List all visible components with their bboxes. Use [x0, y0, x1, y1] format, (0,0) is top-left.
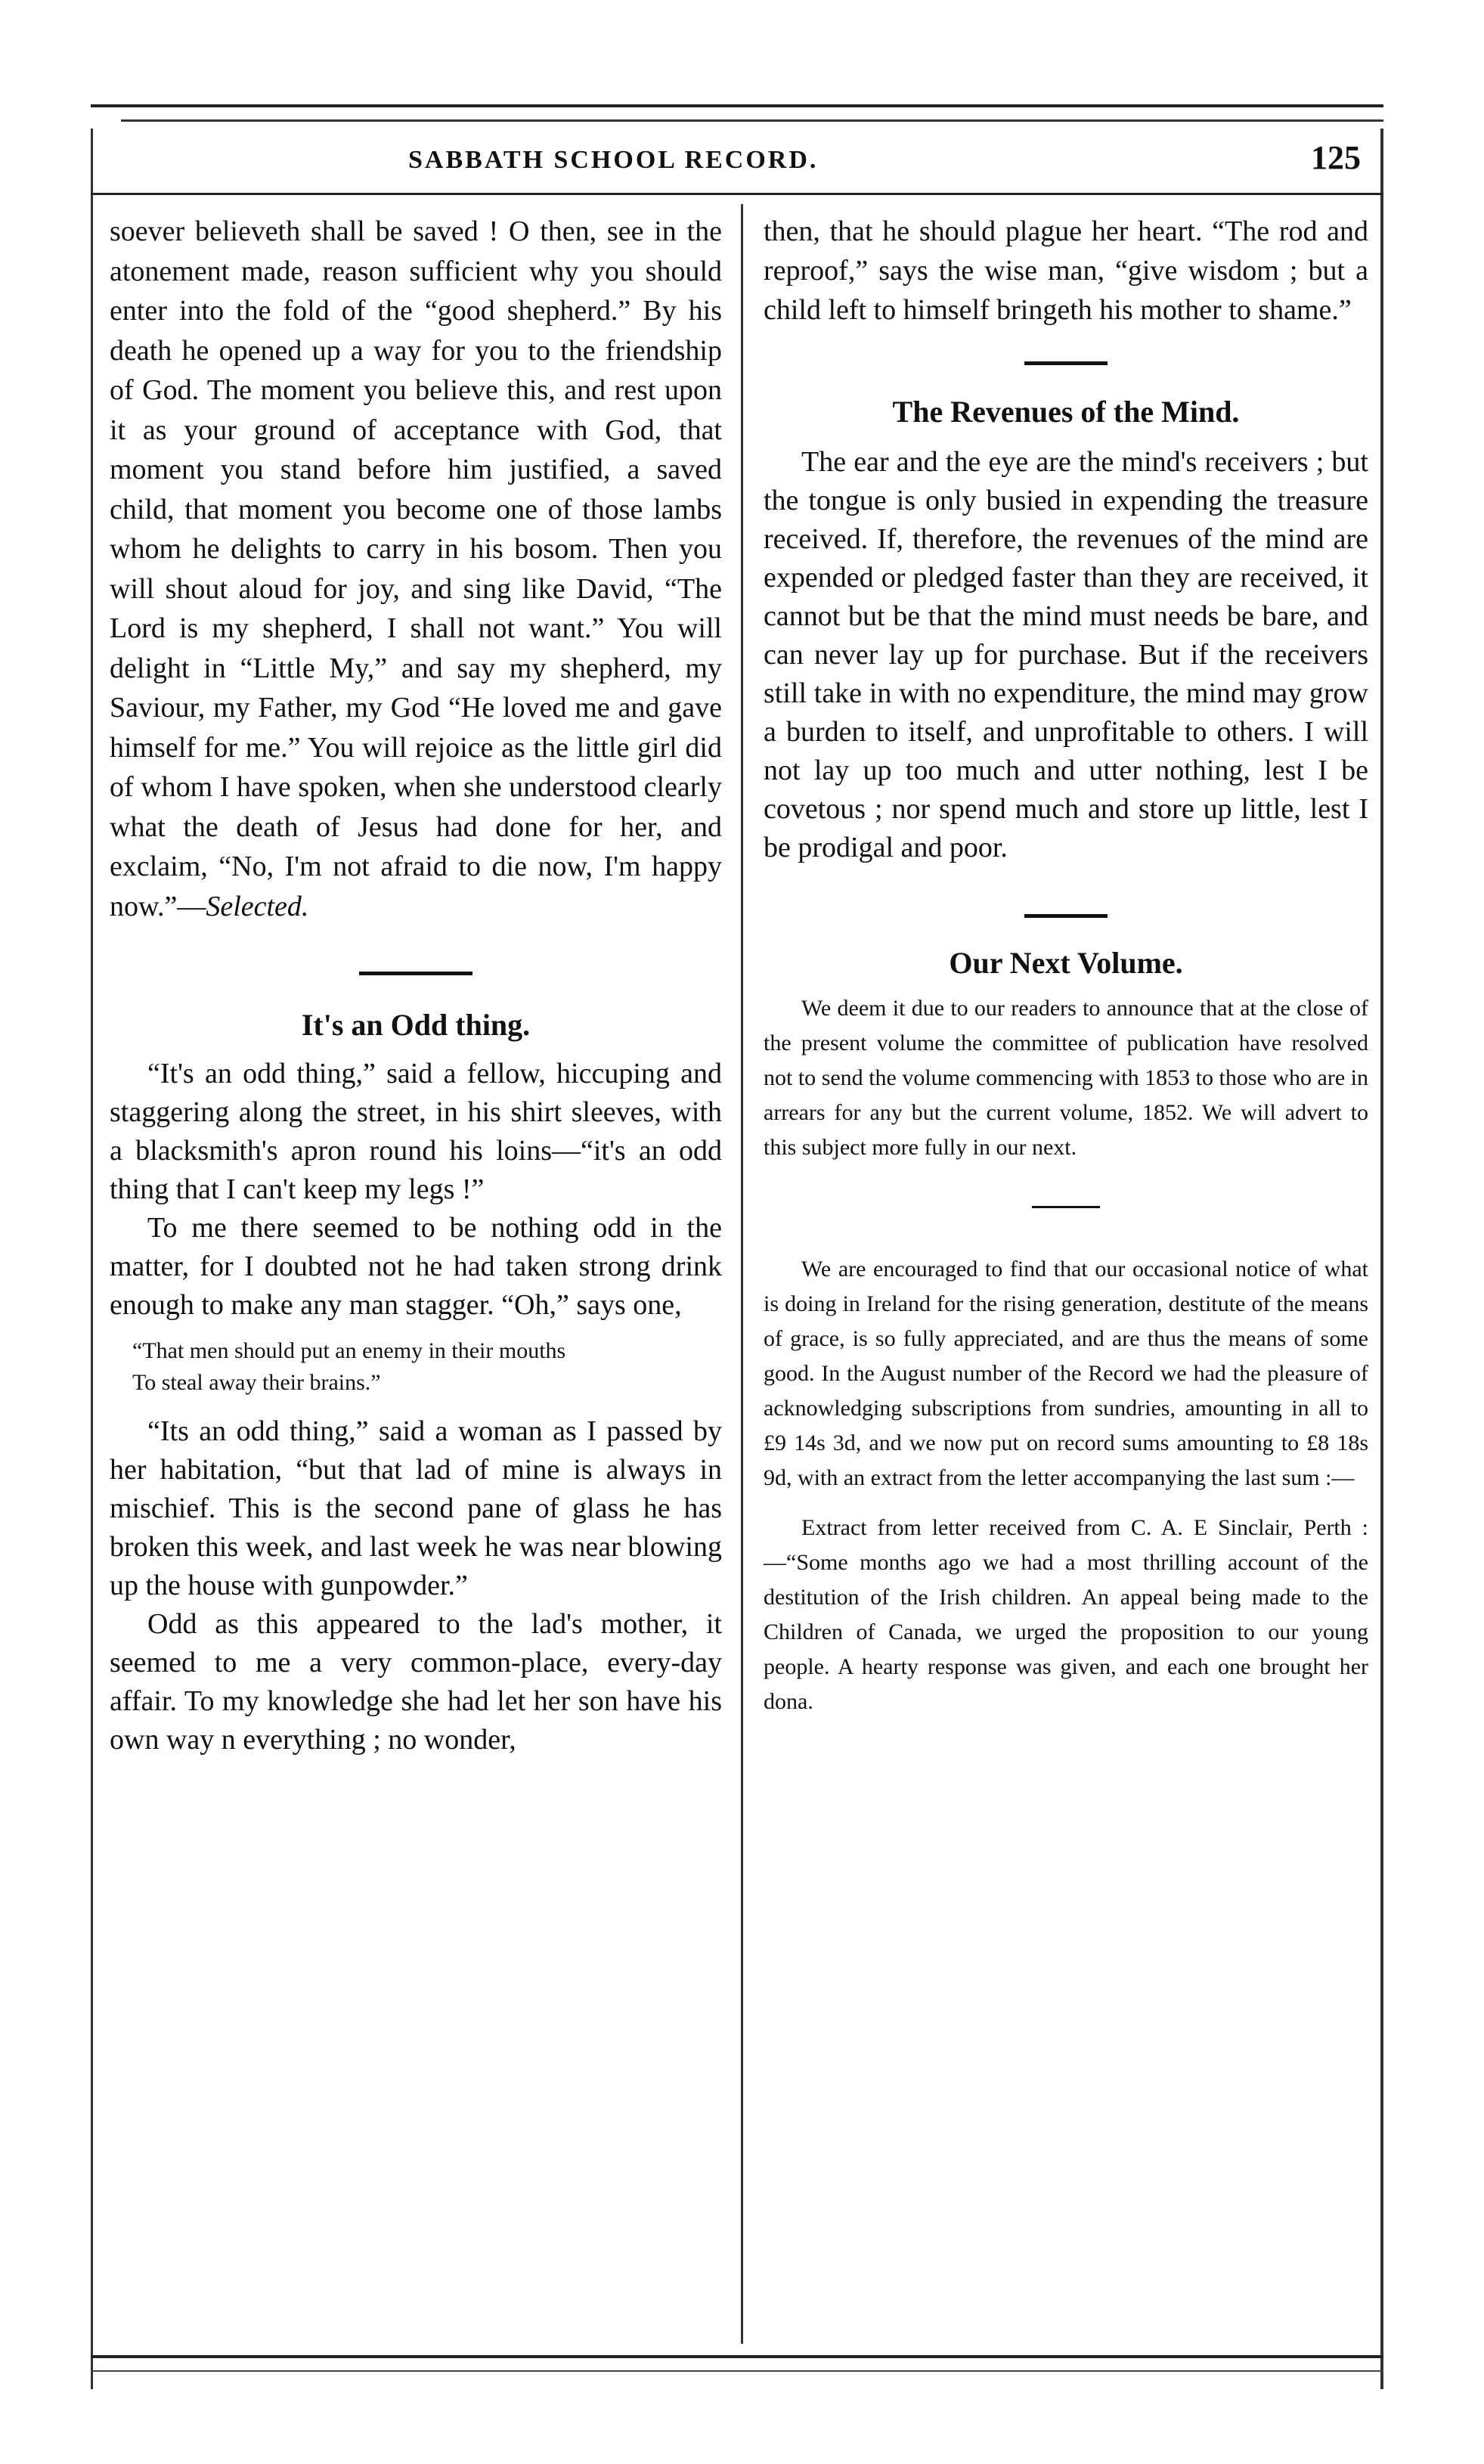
continued-paragraph-text: soever believeth shall be saved ! O then, see in the atonement made, reason sufficient why you should enter into the fold of the “good shepherd.” By his death he opened up a way for you to the friendship of God. The moment you believe this, and rest upon it as your ground of acceptance with God, that moment you stand before him justified, a saved child, that moment you become one of those lambs whom he delights to carry in his bosom. Then you will shout aloud for joy, and sing like David, “The Lord is my shepherd, I shall not want.” You will delight in “Little My,” and say my shepherd, my Saviour, my Father, my God “He loved me and gave himself for me.” You will rejoice as the little girl did of whom I have spoken, when she understood clearly what the death of Jesus had done for her, and exclaim, “No, I'm not afraid to die now, I'm happy now.”—: [110, 215, 722, 922]
page-number: 125: [1311, 139, 1361, 176]
continued-paragraph-right: then, that he should plague her heart. “The rod and reproof,” says the wise man, “give wisdom ; but a child left to himself bringeth his mother to shame.”: [764, 215, 1368, 326]
continued-paragraph: [110, 212, 722, 926]
verse-line-2: To steal away their brains.”: [132, 1370, 381, 1395]
section-divider-right-3: [1032, 1206, 1100, 1208]
extract-paragraph: Extract from letter received from C. A. E Sinclair, Perth :—“Some months ago we had a most thrilling account of the destitution of the Irish children. An appeal being made to the Children of Canada, we urged the proposition to our young people. A hearty response was given, and each one brought her dona.: [764, 1515, 1368, 1714]
section-divider-right-1: [1024, 361, 1108, 365]
odd-thing-paragraph-4: Odd as this appeared to the lad's mother, it seemed to me a very common-place, every-day affair. To my knowledge she had let her son have his own way n everything ; no wonder,: [110, 1608, 722, 1756]
left-frame-line: [91, 129, 93, 2389]
selected-signature: Selected.: [206, 890, 309, 922]
next-volume-title: Our Next Volume.: [949, 946, 1183, 980]
odd-thing-paragraph-1: “It's an odd thing,” said a fellow, hiccuping and staggering along the street, in his shirt sleeves, with a blacksmith's apron round his loins—“it's an odd thing that I can't keep my legs !”: [110, 1058, 722, 1205]
top-rule: [91, 104, 1383, 107]
bottom-rule-secondary: [91, 2370, 1383, 2372]
revenues-title: The Revenues of the Mind.: [892, 395, 1240, 429]
running-title: SABBATH SCHOOL RECORD.: [408, 146, 819, 174]
newspaper-page: [91, 98, 1383, 2389]
encouraged-paragraph: We are encouraged to find that our occasional notice of what is doing in Ireland for the rising generation, destitute of the means of grace, is so fully appreciated, and are thus the means of some good. In the August number of the Record we had the pleasure of acknowledging subscriptions from sundries, amounting in all to £9 14s 3d, and we now put on record sums amounting to £8 18s 9d, with an extract from the letter accompanying the last sum :—: [764, 1257, 1368, 1490]
revenues-paragraph: The ear and the eye are the mind's receivers ; but the tongue is only busied in expending the treasure received. If, therefore, the revenues of the mind are expended or pledged faster than they are received, it cannot but be that the mind must needs be bare, and can never lay up for purchase. But if the receivers still take in with no expenditure, the mind may grow a burden to itself, and unprofitable to others. I will not lay up too much and utter nothing, lest I be covetous ; nor spend much and store up little, lest I be prodigal and poor.: [764, 446, 1368, 863]
header-rule: [91, 193, 1383, 195]
verse-line-1: “That men should put an enemy in their mouths: [132, 1338, 566, 1363]
right-frame-line: [1380, 129, 1383, 2389]
page-header: [91, 140, 1383, 193]
top-rule-secondary: [121, 119, 1383, 122]
bottom-rule: [91, 2355, 1383, 2358]
left-column: [110, 212, 722, 1759]
odd-thing-paragraph-3: “Its an odd thing,” said a woman as I passed by her habitation, “but that lad of mine is always in mischief. This is the second pane of glass he has broken this week, and last week he was near blowing up the house with gunpowder.”: [110, 1415, 722, 1601]
verse-quote: [110, 1335, 722, 1399]
odd-thing-paragraph-2: To me there seemed to be nothing odd in the matter, for I doubted not he had taken strong drink enough to make any man stagger. “Oh,” says one,: [110, 1212, 722, 1321]
section-divider-right-2: [1024, 914, 1108, 918]
column-divider: [741, 204, 743, 2344]
right-column: [764, 212, 1368, 1719]
odd-thing-title: It's an Odd thing.: [301, 1008, 531, 1042]
next-volume-paragraph: We deem it due to our readers to announce that at the close of the present volume the committee of publication have resolved not to send the volume commencing with 1853 to those who are in arrears for any but the current volume, 1852. We will advert to this subject more fully in our next.: [764, 996, 1368, 1160]
section-divider: [359, 972, 472, 975]
